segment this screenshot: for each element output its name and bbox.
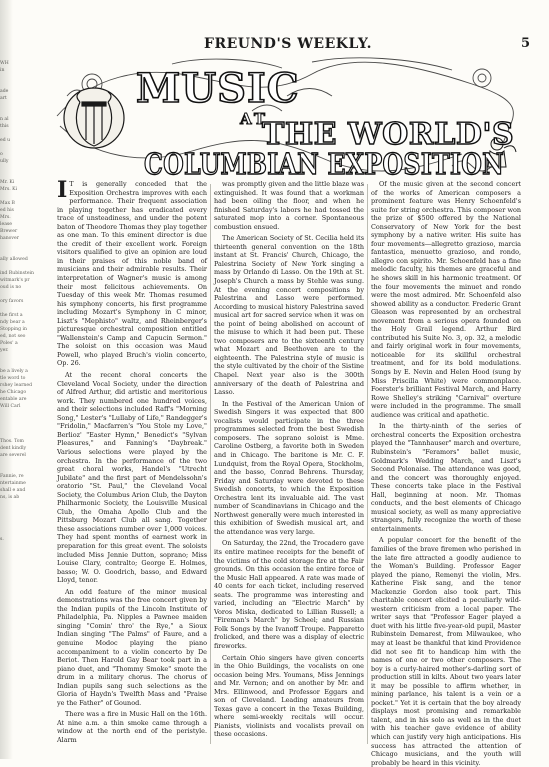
- bleed-line: Brewer: [0, 229, 18, 234]
- bleed-line: [0, 144, 22, 151]
- article-paragraph: On Saturday, the 22nd, the Trocadero gave its entire matinee receipts for the benefit of the victims of the cold storage fire at the Fair grounds. On this occasion the entire force of the Music Hall appeared. A rate was made of 40 cents for each ticket, including reserved seats. The programme was interesting and varied, including an "Electric March" by Voros Miska, dedicated to Lillian Russell; a "Fireman's March" by Scheel; and Russian Folk Songs by the Ivanoff Troupe. Papparetto frolicked, and there was a display of electric fireworks.: [214, 539, 364, 650]
- bleed-line: [0, 410, 22, 417]
- banner-word-at: AT: [240, 110, 268, 128]
- facing-page-text-bleed: [0, 60, 34, 680]
- decorative-title-banner: [52, 56, 518, 181]
- bleed-line: lease: [0, 222, 13, 227]
- bleed-line: ed his: [0, 208, 14, 213]
- bleed-line: [0, 109, 22, 116]
- bleed-line: [0, 130, 22, 137]
- page-number: 5: [520, 36, 530, 51]
- bleed-line: this: [0, 124, 9, 129]
- bleed-line: ory favors: [0, 299, 24, 304]
- bleed-line: Mr. Ki: [0, 180, 15, 185]
- bleed-line: Will Carl: [0, 404, 21, 409]
- bleed-line: [0, 424, 22, 431]
- bleed-line: Max B: [0, 201, 15, 206]
- article-paragraph: The American Society of St. Cecilia held its thirteenth general convention on the 18th instant at St. Francis' Church, Chicago, the Palestrina Society of New York singing a mass by Orlando di Lasso. On the 19th at St. Joseph's Church a mass by Stehle was sung. At the evening concert compositions by Palestrina and Lasso were performed. According to musical history Palestrina saved musical art for sacred service when it was on the point of being abolished on account of the misuse to which it had been put. These two composers are to the sixteenth century what Mozart and Beethoven are to the eighteenth. The Palestrina style of music is the style cultivated by the choir of the Sistine Chapel. Next year also is the 300th anniversary of the death of Palestrina and Lasso.: [214, 234, 364, 397]
- article-column-1: [57, 177, 207, 750]
- bleed-line: ind Rubinstein: [0, 271, 34, 276]
- banner-words-columbian-exposition: COLUMBIAN EXPOSITION: [144, 147, 504, 181]
- bleed-line: shall e and: [0, 488, 26, 493]
- article-paragraph: An odd feature of the minor musical demonstrations was the free concert given by the Indian pupils of the Lincoln Institute of Philadelphia, Pa. Nipples a Pawnee maiden singing "Comin' thro' the Rye," a Sioux Indian singing "The Palms" of Faure, and a genuine Modoc playing the piano accompaniment to a violin concerto by De Beriot. Then Harold Gay Bear took part in a piano duet, and "Thommy Smoke" smote the drum in a military chorus. The chorus of Indian pupils sang such selections as the Gloria of Haydn's Twelfth Mass and "Praise ye the Father" of Gounod.: [57, 587, 207, 707]
- bleed-line: hanover: [0, 236, 19, 241]
- bleed-line: [0, 501, 22, 508]
- bleed-line: [0, 354, 22, 361]
- bleed-line: [0, 74, 22, 81]
- article-paragraph: was promptly given and the little blaze was extinguished. It was found that a workman had been oiling the floor, and when he finished Saturday's labors he had tossed the saturated mop into a corner. Spontaneous combustion ensued.: [214, 180, 365, 231]
- bleed-line: [0, 242, 22, 249]
- article-paragraph: In the thirty-ninth of the series of orchestral concerts the Exposition orchestra played the "Tannhauser" march and overture, Rubinstein's "Feramors" ballet music, Goldmark's Wedding March, and Liszt's Second Polonaise. The attendance was good, and the concert was thoroughly enjoyed. These concerts take place in the Festival Hall, beginning at noon. Mr. Thomas conducts, and the best elements of Chicago musical society, as well as many appreciative strangers, fully recognize the worth of these entertainments.: [371, 422, 521, 533]
- bleed-line: [0, 172, 22, 179]
- column-divider: [367, 184, 368, 744]
- bleed-line: rshey learned: [0, 383, 33, 388]
- bleed-line: tle word to: [0, 376, 26, 381]
- bleed-line: s.: [0, 537, 4, 542]
- banner-word-music: MUSIC: [136, 65, 300, 112]
- bleed-line: ns, is ab: [0, 495, 20, 500]
- bleed-line: Thos. Tom: [0, 439, 24, 444]
- magazine-title: FREUND'S WEEKLY.: [204, 36, 372, 52]
- bleed-line: be a lively a: [0, 369, 28, 374]
- bleed-line: in: [0, 68, 5, 73]
- article-paragraph: There was a fire in Music Hall on the 16th. At nine a.m. a thin smoke came through a window at the north end of the peristyle. Alarm: [57, 710, 207, 744]
- article-column-2: [214, 180, 364, 750]
- bleed-line: entable are: [0, 397, 27, 402]
- bleed-line: ully: [0, 159, 9, 164]
- article-paragraph: A popular concert for the benefit of the families of the brave firemen who perished in the late fire attracted a goodly audience to the Woman's Building. Professor Eager played the piano, Remenyi the violin, Mrs. Katherine Fisk sang, and the tenor Mackenzie Gordon also took part. This charitable concert elicited a peculiarly wild-western criticism from a local paper. The writer says that "Professor Eager played a duet with his little five-year-old pupil, Master Rubinstein Demarest, from Milwaukee, who may at least be thankful that kind Providence did not see fit to handicap him with the names of one or two other composers. The boy is a curly-haired mother's-darling sort of production still in kilts. About two years later it may be possible to affirm whether, in mining parlance, his talent is a vein or a pocket." Yet it is certain that the boy already displays most promising and remarkable talent, and in his solo as well as in the duet with his teacher gave evidence of ability which can justify very high anticipations. His success has attracted the attention of Chicago musicians, and the youth will probably be heard in this vicinity.: [371, 536, 521, 767]
- bleed-line: [0, 417, 22, 424]
- bleed-line: o: [0, 152, 3, 157]
- bleed-line: ntertainme: [0, 481, 26, 486]
- bleed-line: WH: [0, 61, 9, 66]
- bleed-line: Mrs. Ki: [0, 187, 18, 192]
- bleed-line: Mrs.: [0, 215, 11, 220]
- article-paragraph: Certain Ohio singers have given concerts in the Ohio Buildings, the vocalists on one occasion being Mrs. Youmans, Miss Jennings and Mr. Vernon; and on another by Mr. and Mrs. Ellinwood, and Professor Eggars and son of Cleveland. Leading amateurs from Texas gave a concert in the Texas Building, where semi-weekly recitals will occur. Pianists, violinists and vocalists prevail on these occasions.: [214, 653, 364, 739]
- bleed-line: ed u: [0, 138, 11, 143]
- bleed-line: [0, 81, 22, 88]
- bleed-line: he Chicago: [0, 390, 27, 395]
- bleed-line: Fannie, re: [0, 474, 24, 479]
- bleed-line: [0, 466, 22, 473]
- column-divider: [210, 184, 211, 744]
- bleed-line: [0, 529, 22, 536]
- banner-words-the-worlds: THE WORLD'S: [262, 117, 515, 152]
- bleed-line: [0, 165, 22, 172]
- page-header: [60, 36, 530, 54]
- bleed-line: witmark's pr: [0, 278, 30, 283]
- bleed-line: [0, 249, 22, 256]
- bleed-line: [0, 522, 22, 529]
- bleed-line: art: [0, 96, 7, 101]
- bleed-line: dent kindly: [0, 446, 27, 451]
- article-columns: [57, 177, 525, 767]
- article-column-3: [371, 180, 521, 767]
- bleed-line: [0, 361, 22, 368]
- bleed-line: n al: [0, 117, 9, 122]
- bleed-line: ed, not seo: [0, 334, 26, 339]
- lyre-emblem-icon: [64, 88, 124, 148]
- drop-cap-letter: I: [57, 177, 68, 203]
- article-paragraph: In the Festival of the American Union of Swedish Singers it was expected that 800 vocalists would participate in the three programmes selected from the best Swedish composers. The soprano soloist is Mme. Caroline Ostberg, a favorite both in Sweden and in Chicago. The baritone is Mr. C. F. Lundquist, from the Royal Opera, Stockholm, and the basso, Conrad Behrens. Thursday, Friday and Saturday were devoted to these Swedish concerts, to which the Exposition Orchestra lent its invaluable aid. The vast number of Scandinavians in Chicago and the Northwest generally were much interested in this exhibition of Swedish musical art, and the attendance was very large.: [214, 399, 364, 536]
- bleed-line: [0, 263, 22, 270]
- bleed-line: the first a: [0, 313, 23, 318]
- article-paragraph: At the recent choral concerts the Cleveland Vocal Society, under the direction of Alfred Arthur, did artistic and meritorious work. They numbered one hundred voices, and their selections included Raff's "Morning Song," Lester's "Lullaby of Life," Randegger's "Fridolin," Macfarren's "You Stole my Love," Berlioz' "Easter Hymn," Benedict's "Sylvan Pleasures," and Fanning's "Daybreak." Various selections were played by the orchestra. In the performance of the two great choral works, Handel's "Utrecht Jubilate" and the first part of Mendelssohn's oratorio "St. Paul," the Cleveland Vocal Society, the Columbus Arion Club, the Dayton Philharmonic Society, the Louisville Musical Club, the Omaha Apollo Club and the Pittsburg Mozart Club all sang. Together these associations number over 1,000 voices. They had spent months of earnest work in preparation for this great event. The soloists included Miss Jennie Dutton, soprano; Miss Louise Clary, contralto; George E. Holmes, basso; W. O. Goodrich, basso, and Edward Lloyd, tenor.: [57, 371, 207, 585]
- bleed-line: [0, 102, 22, 109]
- bleed-line: are severel: [0, 453, 26, 458]
- article-paragraph: I T is generally conceded that the Exposition Orchestra improves with each performance. Their frequent association in playing together has eradicated every trace of unsteadiness, and under the potent baton of Theodore Thomas they play together as one man. To this eminent director is due the credit of their excellent work. Foreign visitors qualified to give an opinion are loud in their praises of this noble band of musicians and their admirable results. Their interpretation of Wagner's music is among their most felicitous achievements. On Tuesday of this week Mr. Thomas resumed his symphony concerts, his first programme including Mozart's Symphony in C minor, Liszt's "Mephisto" waltz, and Rheinberger's picturesque orchestral composition entitled "Wallenstein's Camp and Capucin Sermon." The soloist on this occasion was Maud Powell, who played Bruch's violin concerto, Op. 26.: [57, 177, 207, 368]
- bleed-line: Stopping in: [0, 327, 27, 332]
- bleed-line: Poles' a: [0, 341, 18, 346]
- bleed-line: yer.: [0, 348, 9, 353]
- bleed-line: [0, 291, 22, 298]
- bleed-line: [0, 508, 22, 515]
- bleed-line: [0, 459, 22, 466]
- bleed-line: ally allowed: [0, 257, 28, 262]
- bleed-line: oud is no: [0, 285, 22, 290]
- bleed-line: [0, 431, 22, 438]
- bleed-line: ade: [0, 89, 9, 94]
- bleed-line: [0, 305, 22, 312]
- bleed-line: [0, 193, 22, 200]
- bleed-line: ndy bear a: [0, 320, 25, 325]
- bleed-line: [0, 515, 22, 522]
- article-paragraph: Of the music given at the second concert of the works of American composers a prominent feature was Henry Schoenfeld's suite for string orchestra. This composer won the prize of $500 offered by the National Conservatory of New York for the best symphony by a native writer. His suite has four movements—allegretto grazioso, marcia fantastica, menuetto grazioso, and rondo, allegro con spirito. Mr. Schoenfeld has a fine melodic faculty, his themes are graceful and he shows skill in his harmonic treatment. Of the four movements the minuet and rondo were the most admired. Mr. Schoenfeld also showed ability as a conductor. Frederic Grant Gleason was represented by an orchestral movement from a serious opera founded on the Holy Grail legend. Arthur Bird contributed his Suite No. 3, op. 32, a melodic and fairly original work in four movements, noticeable for its skillful orchestral treatment, and for its bold modulations. Songs by E. Nevin and Helen Hood (sung by Miss Priscilla White) were commonplace. Foerster's brilliant Festival March, and Harry Rowe Shelley's striking "Carnival" overture were included in the programme. The small audience was critical and apathetic.: [371, 180, 521, 419]
